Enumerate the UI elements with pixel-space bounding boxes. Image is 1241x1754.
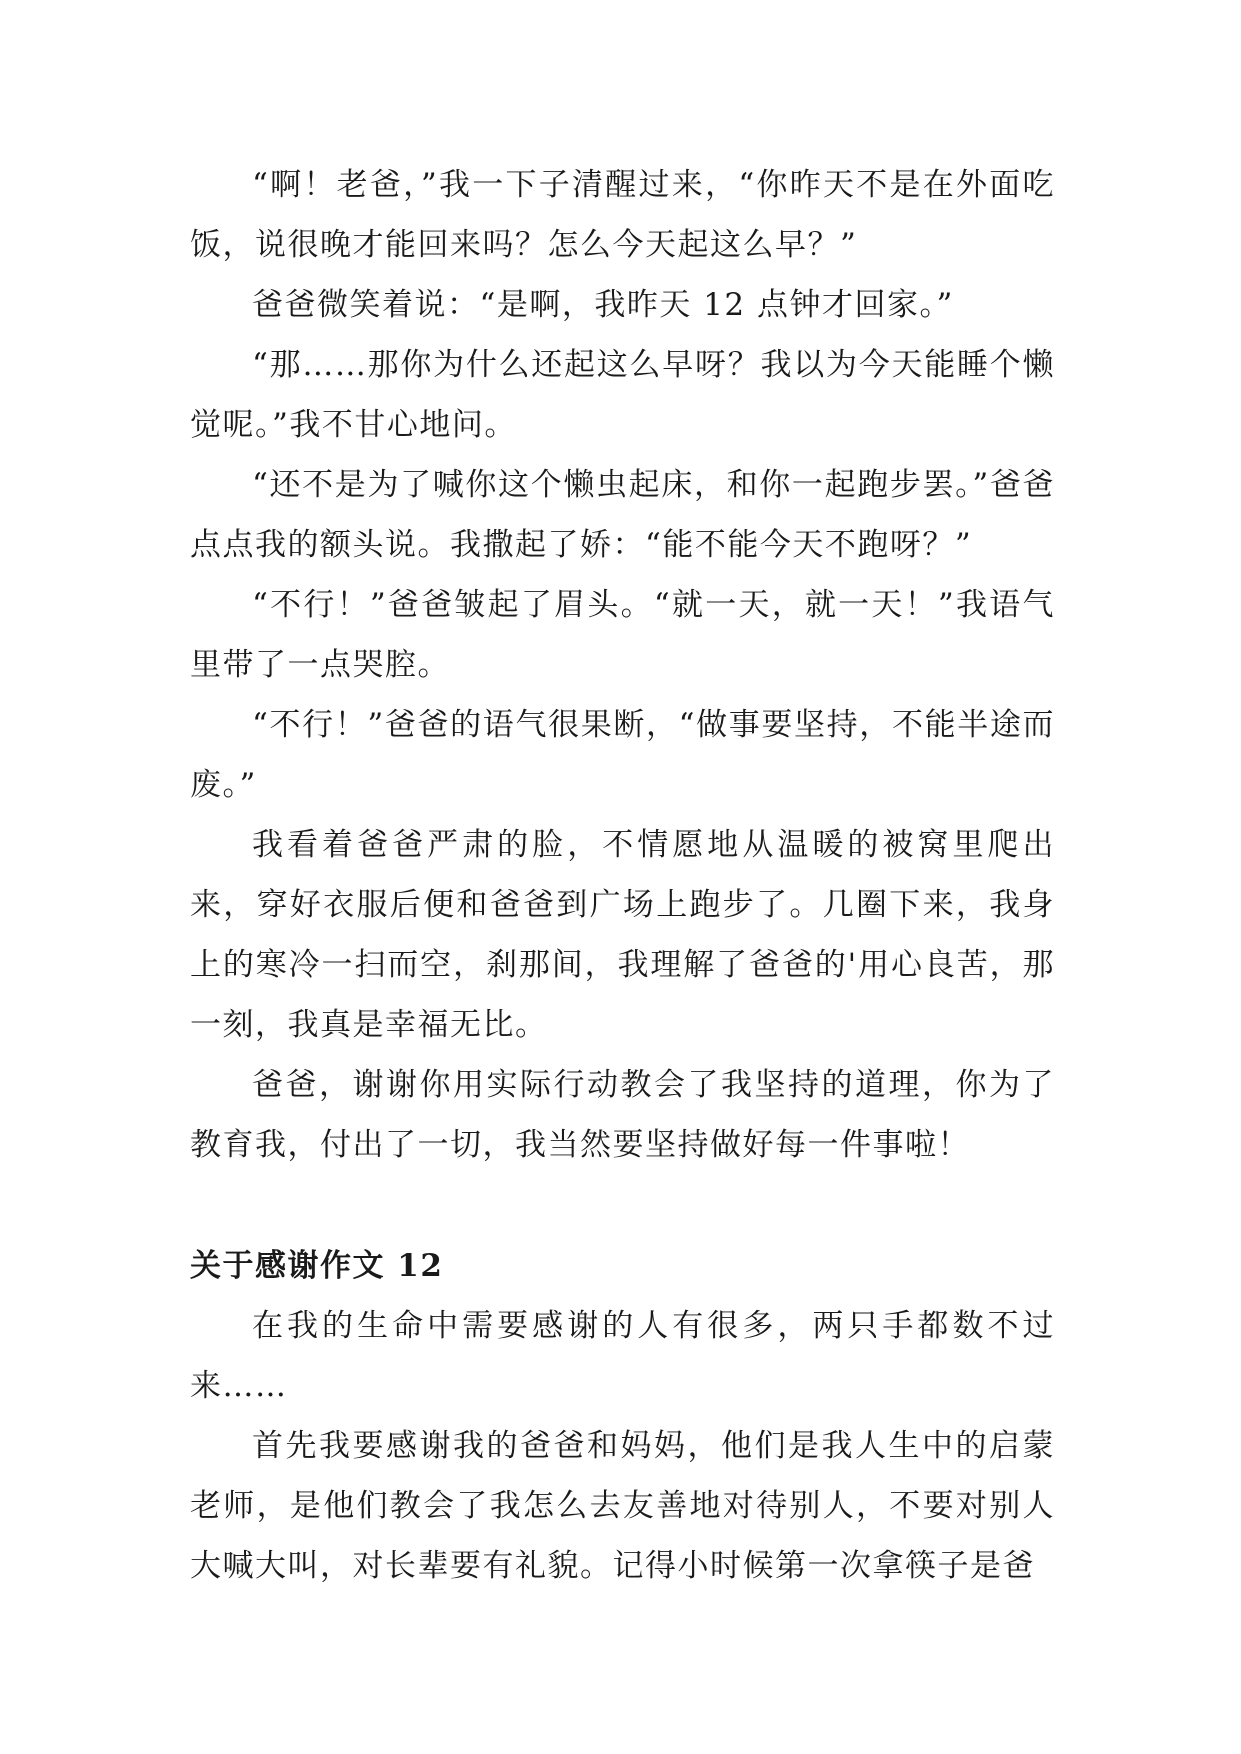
paragraph-10: 首先我要感谢我的爸爸和妈妈，他们是我人生中的启蒙老师，是他们教会了我怎么去友善地对待别人，不要对别人大喊大叫，对长辈要有礼貌。记得小时候第一次拿筷子是爸 <box>190 1428 1055 1584</box>
paragraph-3: “那……那你为什么还起这么早呀？我以为今天能睡个懒觉呢。”我不甘心地问。 <box>190 347 1055 443</box>
section-title: 关于感谢作文 12 <box>190 1248 444 1284</box>
paragraph-2: 爸爸微笑着说：“是啊，我昨天 12 点钟才回家。” <box>252 287 954 323</box>
paragraph-7: 我看着爸爸严肃的脸，不情愿地从温暖的被窝里爬出来，穿好衣服后便和爸爸到广场上跑步了。几圈下来，我身上的寒冷一扫而空，刹那间，我理解了爸爸的'用心良苦，那一刻，我真是幸福无比。 <box>190 827 1055 1043</box>
paragraph-8: 爸爸，谢谢你用实际行动教会了我坚持的道理，你为了教育我，付出了一切，我当然要坚持做好每一件事啦！ <box>190 1067 1055 1163</box>
paragraph-6: “不行！”爸爸的语气很果断，“做事要坚持，不能半途而废。” <box>190 707 1055 803</box>
paragraph-4: “还不是为了喊你这个懒虫起床，和你一起跑步罢。”爸爸点点我的额头说。我撒起了娇：“能不能今天不跑呀？” <box>190 467 1055 563</box>
section-spacer <box>190 1175 1055 1236</box>
paragraph-9: 在我的生命中需要感谢的人有很多，两只手都数不过来…… <box>190 1308 1055 1404</box>
paragraph-5: “不行！”爸爸皱起了眉头。“就一天，就一天！”我语气里带了一点哭腔。 <box>190 587 1055 683</box>
paragraph-1: “啊！老爸，”我一下子清醒过来，“你昨天不是在外面吃饭，说很晚才能回来吗？怎么今天起这么早？” <box>190 167 1055 263</box>
document-page <box>190 155 1055 1596</box>
